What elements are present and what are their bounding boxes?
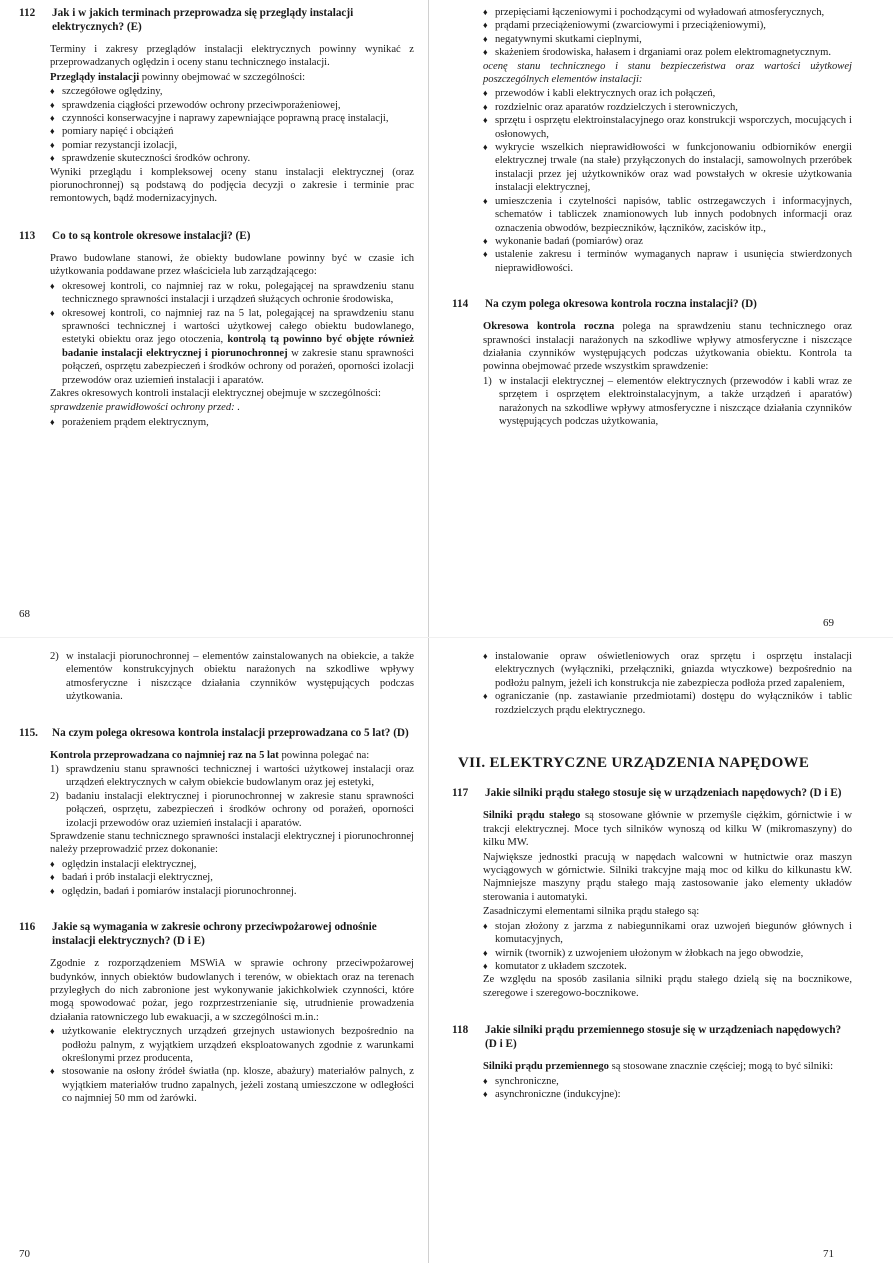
bullet-item: ♦ stosowanie na osłony źródeł światła (np. klosze, abażury) materiałów palnych, z wyjątkiem materiałów trudno zapalnych, jeżeli zostaną umieszczone w odległości co najmniej 50 mm od żarówki. [50, 1065, 414, 1105]
page-69-column [452, 6, 852, 428]
paragraph [19, 252, 414, 279]
bullet-item: ♦ przewodów i kabli elektrycznych oraz ich połączeń, [483, 87, 852, 100]
page-71-column [452, 650, 852, 1101]
item-text: badaniu instalacji elektrycznej i piorunochronnej w zakresie stanu sprawności połączeń, osprzętu, zabezpieczeń i środków ochrony od porażeń, oporności izolacji przewodów oraz uziemień instalacji i aparatów. [66, 790, 414, 829]
question-heading [19, 229, 414, 243]
bullet-item: ♦ skażeniem środowiska, hałasem i drganiami oraz polem elektromagnetycznym. [483, 46, 852, 59]
bullet-item: ♦ użytkowanie elektrycznych urządzeń grzejnych ustawionych bezpośrednio na podłożu palnym, z wyjątkiem urządzeń eksploatowanych zgodnie z warunkami określonymi przez producenta, [50, 1025, 414, 1065]
bullet-item-wrap [19, 125, 414, 138]
bullet-item-wrap [19, 885, 414, 898]
bullet-item-wrap [452, 1088, 852, 1101]
italic-subheading: ocenę stanu technicznego i stanu bezpieczeństwa oraz wartości użytkowej poszczególnych elementów instalacji: [483, 60, 852, 86]
bullet-item-wrap [19, 139, 414, 152]
paragraph [19, 387, 414, 400]
paragraph [452, 320, 852, 374]
bullet-item-wrap [452, 690, 852, 717]
paragraph-text: Prawo budowlane stanowi, że obiekty budowlane powinny być w czasie ich użytkowania poddawane przez właściciela lub zarządzającego: [50, 252, 414, 278]
bullet-item-wrap [452, 101, 852, 114]
question-text: Jakie silniki prądu przemiennego stosuje się w urządzeniach napędowych? (D i E) [485, 1024, 842, 1051]
question-heading [452, 1023, 852, 1051]
bullet-bold-text: kontrolą tą powinno być objęte również badanie instalacji elektrycznej i piorunochronnej [62, 334, 414, 359]
bullet-item-wrap [452, 920, 852, 947]
question-text: Na czym polega okresowa kontrola roczna instalacji? (D) [485, 298, 757, 311]
bullet-item: ♦ sprawdzenia ciągłości przewodów ochrony przeciwporażeniowej, [50, 99, 414, 112]
italic-subheading: sprawdzenie prawidłowości ochrony przed: . [50, 402, 240, 414]
question-number: 118 [452, 1024, 469, 1037]
bullet-item-wrap [452, 87, 852, 100]
paragraph-text: powinny obejmować w szczególności: [139, 71, 306, 83]
page-68-column [19, 6, 414, 429]
numbered-item [19, 790, 414, 830]
bullet-item: ♦ czynności konserwacyjne i naprawy zapewniające poprawną pracę instalacji, [50, 112, 414, 125]
paragraph-text: Ze względu na sposób zasilania silniki prądu stałego dzielą się na bocznikowe, szeregowe i szeregowo-bocznikowe. [483, 974, 852, 999]
paragraph-text: powinna polegać na: [278, 749, 370, 761]
question-heading [19, 6, 414, 34]
paragraph [19, 830, 414, 857]
bullet-item-wrap [452, 947, 852, 960]
item-text: sprawdzeniu stanu sprawności technicznej i wartości użytkowej instalacji oraz urządzeń elektrycznych w całym obiekcie budowlanym oraz jej estetyki, [66, 764, 414, 789]
item-number: 2) [50, 790, 59, 802]
bullet-item-wrap [452, 141, 852, 195]
bullet-item: ♦ wykrycie wszelkich nieprawidłowości w funkcjonowaniu odbiorników energii elektrycznej trwale (na stałe) przyłączonych do instalacji, samowolnych przeróbek instalacji przez jej użytkowników oraz wad powstałych w okresie użytkowania instalacji elektrycznej, [483, 141, 852, 195]
paragraph-text: Sprawdzenie stanu technicznego sprawności instalacji elektrycznej i piorunochronnej należy przeprowadzić przez dokonanie: [50, 831, 414, 856]
paragraph-text: Wyniki przeglądu i kompleksowej oceny stanu instalacji elektrycznej (oraz piorunochronnej) są podstawą do podjęcia decyzji o zakresie i terminie prac remontowych, bądź modernizacyjnych. [50, 166, 414, 205]
bullet-item: ♦ instalowanie opraw oświetleniowych oraz sprzętu i osprzętu instalacji elektrycznych (wyłączniki, przełączniki, gniazda wtyczkowe) bezpośrednio na podłożu palnym, jeżeli ich konstrukcja nie zabezpiecza podłoża przed zapaleniem, [483, 650, 852, 690]
paragraph-text: Największe jednostki pracują w napędach walcowni w hutnictwie oraz maszyn wyciągowych w górnictwie. Silniki trakcyjne mają moc od kilku do kilkunastu kW. Najmniejsze maszyny prądu stałego mają zastosowanie jako elementy układów sterowania i automatyki. [483, 851, 852, 903]
page-70-column [19, 650, 414, 1106]
bullet-item-wrap [452, 114, 852, 141]
bullet-item: ♦ rozdzielnic oraz aparatów rozdzielczych i sterowniczych, [483, 101, 852, 114]
page-fold [0, 637, 893, 638]
paragraph-lead: Silniki prądu przemiennego [483, 1061, 609, 1073]
paragraph [452, 973, 852, 1000]
bullet-item: ♦ umieszczenia i czytelności napisów, tablic ostrzegawczych i informacyjnych, schematów i tabliczek znamionowych lub innych podobnych informacji oraz oznaczenia obwodów, bezpieczników, łączników, zacisków itp., [483, 195, 852, 235]
section-gap [19, 704, 414, 726]
bullet-item: ♦ przepięciami łączeniowymi i pochodzącymi od wyładowań atmosferycznych, [483, 6, 852, 19]
bullet-item-wrap [452, 33, 852, 46]
bullet-item: ♦ asynchroniczne (indukcyjne): [483, 1088, 852, 1101]
question-number: 114 [452, 298, 469, 311]
bullet-item-wrap [452, 650, 852, 690]
paragraph [452, 905, 852, 918]
bullet-tail-text: w zakresie stanu sprawności połączeń, osprzętu zabezpieczeń i środków ochrony od porażeń, oporności izolacji przewodów oraz uziemień instalacji i aparatów. [62, 347, 414, 386]
paragraph-text: Zasadniczymi elementami silnika prądu stałego są: [483, 906, 700, 918]
bullet-item-wrap [19, 1065, 414, 1105]
question-text: Jakie są wymagania w zakresie ochrony przeciwpożarowej odnośnie instalacji elektrycznych? (D i E) [52, 921, 377, 948]
bullet-item: ♦ badań i prób instalacji elektrycznej, [50, 871, 414, 884]
bullet-item: ♦ negatywnymi skutkami cieplnymi, [483, 33, 852, 46]
item-text: w instalacji piorunochronnej – elementów zainstalowanych na obiekcie, a także elementów konstrukcyjnych obiektu narażonych na szkodliwe wpływy atmosferyczne i niszczące działania czynników występujących podczas użytkowania. [66, 651, 414, 703]
paragraph [452, 809, 852, 849]
section-gap [19, 207, 414, 229]
bullet-item: ♦ prądami przeciążeniowymi (zwarciowymi i przeciążeniowymi), [483, 19, 852, 32]
paragraph [19, 43, 414, 70]
bullet-item: ♦ porażeniem prądem elektrycznym, [50, 416, 414, 429]
bullet-item: ♦ oględzin instalacji elektrycznej, [50, 858, 414, 871]
question-number: 117 [452, 787, 469, 800]
numbered-item [19, 650, 414, 704]
item-text: w instalacji elektrycznej – elementów elektrycznych (przewodów i kabli wraz ze sprzętem i osprzętem elektroinstalacyjnym, a także urządzeń i aparatów) narażonych na szkodliwe wpływy atmosferyczne i niszczące działania czynników występujących podczas użytkowania, [499, 375, 852, 427]
question-number: 116 [19, 921, 36, 934]
question-number: 113 [19, 229, 36, 242]
bullet-item-wrap [452, 19, 852, 32]
bullet-item-wrap [19, 1025, 414, 1065]
bullet-item-wrap [19, 871, 414, 884]
paragraph [452, 1060, 852, 1073]
bullet-item-wrap [19, 99, 414, 112]
question-heading [452, 297, 852, 311]
numbered-item [19, 763, 414, 790]
paragraph-text: polega na sprawdzeniu stanu technicznego oraz sprawności instalacji narażonych na szkodliwe wpływy atmosferyczne i niszczące działania czynników występujących podczas użytkowania obiektu. Kontrola ta powinna obejmować przede wszystkim sprawdzenie: [483, 321, 852, 373]
page-number-70: 70 [19, 1248, 30, 1260]
bullet-item: ♦ komutator z układem szczotek. [483, 960, 852, 973]
item-number: 2) [50, 651, 59, 662]
paragraph-text: są stosowane znacznie częściej; mogą to być silniki: [608, 1061, 834, 1073]
question-number: 115. [19, 726, 38, 739]
bullet-item: ♦ szczegółowe oględziny, [50, 85, 414, 98]
bullet-item-wrap [452, 1075, 852, 1088]
question-heading [452, 786, 852, 800]
section-gap [452, 275, 852, 297]
question-number: 112 [19, 7, 36, 19]
bullet-item: ♦ ustalenie zakresu i terminów wymaganych napraw i usunięcia stwierdzonych nieprawidłowości. [483, 248, 852, 275]
paragraph-lead: Okresowa kontrola roczna [483, 321, 615, 333]
question-text: Jakie silniki prądu stałego stosuje się w urządzeniach napędowych? (D i E) [485, 787, 842, 800]
paragraph [452, 851, 852, 905]
bullet-text: okresowej kontroli, co najmniej raz na 5 lat, polegającej na sprawdzeniu stanu sprawności technicznej i wartości użytkowej całego obiektu budowlanego, estetyki obiektu oraz jego otoczenia, [62, 307, 414, 346]
page-number-71: 71 [823, 1248, 834, 1260]
item-number: 1) [50, 764, 59, 776]
paragraph-text: Zgodnie z rozporządzeniem MSWiA w sprawie ochrony przeciwpożarowej budynków, innych obiektów budowlanych i terenów, w obiektach oraz na terenach przyległych do nich zabronione jest wykonywanie jakichkolwiek czynności, które mogą spowodować pożar, jego rozprzestrzenianie się, utrudnienie prowadzenia działania ratowniczego lub ewakuacji, a w szczególności m.in.: [50, 958, 414, 1023]
numbered-item [452, 375, 852, 429]
bullet-item: ♦ synchroniczne, [483, 1075, 852, 1088]
bullet-item-wrap [452, 6, 852, 19]
bullet-item-wrap [19, 152, 414, 165]
paragraph-text: Zakres okresowych kontroli instalacji elektrycznej obejmuje w szczególności: [50, 387, 381, 399]
paragraph [19, 749, 414, 762]
bullet-item: ♦ stojan złożony z jarzma z nabiegunnikami oraz uzwojeń biegunów głównych i komutacyjnych, [483, 920, 852, 947]
question-text: Jak i w jakich terminach przeprowadza się przeglądy instalacji elektrycznych? (E) [52, 7, 354, 33]
bullet-item-wrap [452, 235, 852, 248]
bullet-item-wrap [19, 858, 414, 871]
section-gap [19, 898, 414, 920]
spread-divider [428, 0, 429, 1263]
paragraph [19, 957, 414, 1024]
chapter-title: VII. ELEKTRYCZNE URZĄDZENIA NAPĘDOWE [458, 755, 810, 772]
section-gap [452, 1001, 852, 1023]
bullet-item: ♦ wykonanie badań (pomiarów) oraz [483, 235, 852, 248]
question-text: Na czym polega okresowa kontrola instalacji przeprowadzana co 5 lat? (D) [52, 726, 409, 739]
question-text: Co to są kontrole okresowe instalacji? (E) [52, 229, 251, 242]
paragraph-lead: Silniki prądu stałego [483, 810, 581, 822]
bullet-item-wrap [19, 85, 414, 98]
bullet-item-wrap [19, 112, 414, 125]
page-number-69: 69 [823, 617, 834, 629]
bullet-item-wrap [452, 248, 852, 275]
bullet-item-wrap [19, 416, 414, 429]
bullet-item-wrap [452, 960, 852, 973]
bullet-item-wrap [19, 280, 414, 307]
paragraph-lead: Kontrola przeprowadzana co najmniej raz na 5 lat [50, 749, 279, 761]
paragraph-lead: Przeglądy instalacji [50, 71, 140, 83]
paragraph [19, 71, 414, 84]
question-heading [19, 920, 414, 948]
page-number-68: 68 [19, 608, 30, 620]
bullet-item: ♦ sprawdzenie skuteczności środków ochrony. [50, 152, 414, 165]
bullet-item [50, 307, 414, 387]
bullet-item: ♦ wirnik (twornik) z uzwojeniem ułożonym w żłobkach na jego obwodzie, [483, 947, 852, 960]
bullet-item-wrap [19, 307, 414, 387]
bullet-item: ♦ pomiar rezystancji izolacji, [50, 139, 414, 152]
bullet-item: ♦ okresowej kontroli, co najmniej raz w roku, polegającej na sprawdzeniu stanu technicznego sprawności instalacji i urządzeń służących ochronie środowiska, [50, 280, 414, 307]
question-heading [19, 726, 414, 740]
bullet-item: ♦ oględzin, badań i pomiarów instalacji piorunochronnej. [50, 885, 414, 898]
item-number: 1) [483, 375, 492, 387]
bullet-item: ♦ pomiary napięć i obciążeń [50, 125, 414, 138]
bullet-item-wrap [452, 46, 852, 59]
paragraph [19, 166, 414, 206]
bullet-item-wrap [452, 195, 852, 235]
paragraph-text: Terminy i zakresy przeglądów instalacji elektrycznych powinny wynikać z przeprowadzanych oględzin i oceny stanu technicznego instalacji. [50, 44, 414, 69]
bullet-item: ♦ sprzętu i osprzętu elektroinstalacyjnego oraz konstrukcji wsporczych, mocujących i osłonowych, [483, 114, 852, 141]
bullet-item: ♦ ograniczanie (np. zastawianie przedmiotami) dostępu do wyłączników i tablic rozdzielczych prądu elektrycznego. [483, 690, 852, 717]
paragraph-text: są stosowane głównie w przemyśle ciężkim, górnictwie i w trakcji elektrycznej. Moce tych silników wynoszą od kilku W (mikromaszyny) do kilku MW. [483, 810, 852, 849]
